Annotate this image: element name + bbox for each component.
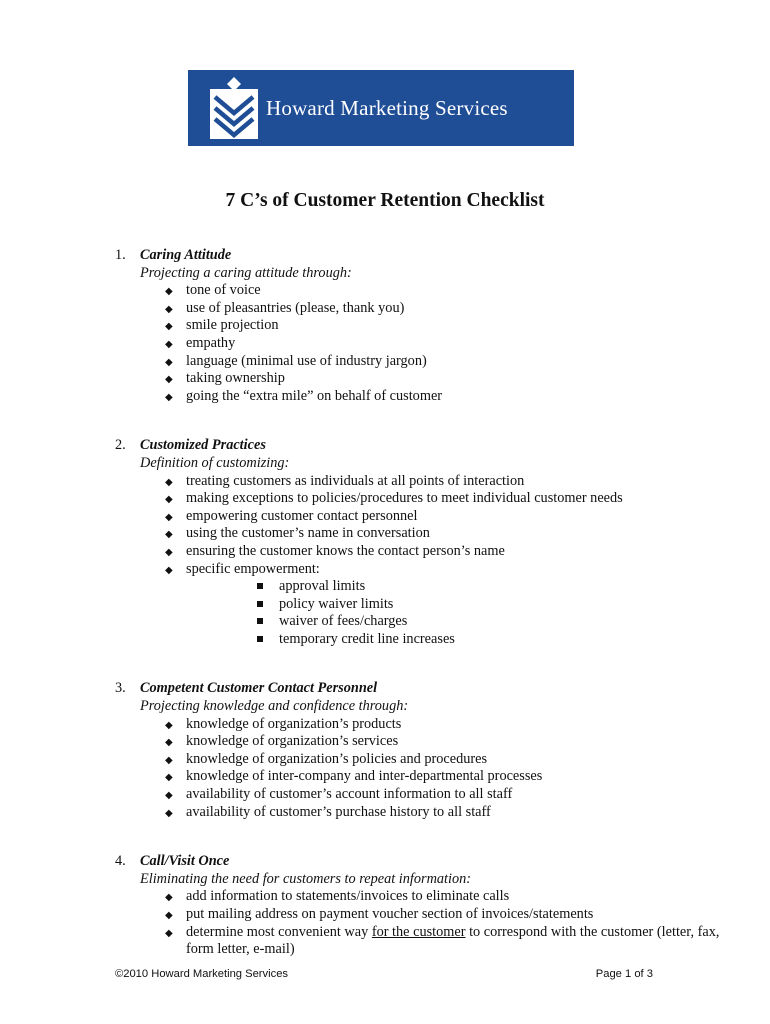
list-item: ◆ making exceptions to policies/procedures to meet individual customer needs — [0, 490, 770, 508]
chevron-stack-logo-icon — [210, 75, 258, 141]
list-item: ◆ empathy — [0, 335, 770, 353]
list-item: ◆ add information to statements/invoices to eliminate calls — [0, 888, 770, 906]
list-item: ◆ treating customers as individuals at all points of interaction — [0, 473, 770, 491]
section-number: 3. — [115, 680, 126, 697]
list-item: ◆ availability of customer’s account information to all staff — [0, 786, 770, 804]
bullet-list — [0, 282, 770, 405]
footer-copyright: ©2010 Howard Marketing Services — [115, 968, 289, 980]
section-number: 2. — [115, 437, 126, 454]
section-title: Customized Practices — [140, 437, 266, 454]
sub-bullet-list — [186, 578, 730, 648]
sub-list-item: approval limits — [279, 578, 730, 596]
list-item — [0, 561, 770, 649]
list-item: ◆ knowledge of organization’s products — [0, 716, 770, 734]
list-item-text: determine most convenient way — [186, 923, 372, 940]
section-competent-personnel — [0, 680, 770, 821]
list-item: ◆ tone of voice — [0, 282, 770, 300]
list-item — [0, 924, 770, 959]
bullet-list — [0, 473, 770, 649]
section-intro: Projecting a caring attitude through: — [140, 264, 352, 281]
sub-list-item: waiver of fees/charges — [279, 613, 730, 631]
list-item: ◆ taking ownership — [0, 370, 770, 388]
sub-list-item: policy waiver limits — [279, 596, 730, 614]
list-item-text: specific empowerment: — [186, 560, 320, 577]
document-title: 7 C’s of Customer Retention Checklist — [225, 190, 545, 211]
company-logo — [188, 70, 574, 146]
section-title: Competent Customer Contact Personnel — [140, 680, 378, 697]
list-item: ◆ ensuring the customer knows the contact person’s name — [0, 543, 770, 561]
list-item: ◆ knowledge of organization’s services — [0, 733, 770, 751]
section-caring-attitude — [0, 247, 770, 405]
section-intro: Projecting knowledge and confidence through: — [140, 698, 409, 715]
list-item: ◆ using the customer’s name in conversation — [0, 525, 770, 543]
section-title: Call/Visit Once — [140, 853, 230, 870]
underlined-text: for the customer — [371, 923, 466, 940]
sub-list-item: temporary credit line increases — [279, 631, 730, 649]
list-item: ◆ going the “extra mile” on behalf of customer — [0, 388, 770, 406]
list-item-text: to correspond with the customer (letter, fax, form letter, e-mail) — [186, 923, 720, 958]
section-customized-practices — [0, 437, 770, 648]
list-item: ◆ knowledge of organization’s policies and procedures — [0, 751, 770, 769]
section-heading — [0, 853, 770, 871]
section-call-visit-once — [0, 853, 770, 959]
section-heading — [0, 680, 770, 698]
section-heading — [0, 437, 770, 455]
list-item: ◆ availability of customer’s purchase history to all staff — [0, 804, 770, 822]
list-item: ◆ smile projection — [0, 317, 770, 335]
logo-text: Howard Marketing Services — [266, 96, 508, 120]
section-number: 1. — [115, 247, 126, 263]
section-intro: Definition of customizing: — [140, 454, 290, 471]
list-item: ◆ empowering customer contact personnel — [0, 508, 770, 526]
list-item: ◆ use of pleasantries (please, thank you) — [0, 300, 770, 318]
bullet-list — [0, 888, 770, 958]
section-title: Caring Attitude — [140, 247, 232, 263]
footer-page-number: Page 1 of 3 — [595, 968, 653, 980]
section-number: 4. — [115, 853, 126, 870]
section-heading — [0, 247, 770, 265]
bullet-list — [0, 716, 770, 822]
list-item: ◆ knowledge of inter-company and inter-departmental processes — [0, 768, 770, 786]
list-item: ◆ language (minimal use of industry jargon) — [0, 353, 770, 371]
list-item: ◆ put mailing address on payment voucher section of invoices/statements — [0, 906, 770, 924]
checklist-sections — [0, 247, 770, 959]
section-intro: Eliminating the need for customers to repeat information: — [140, 870, 472, 887]
